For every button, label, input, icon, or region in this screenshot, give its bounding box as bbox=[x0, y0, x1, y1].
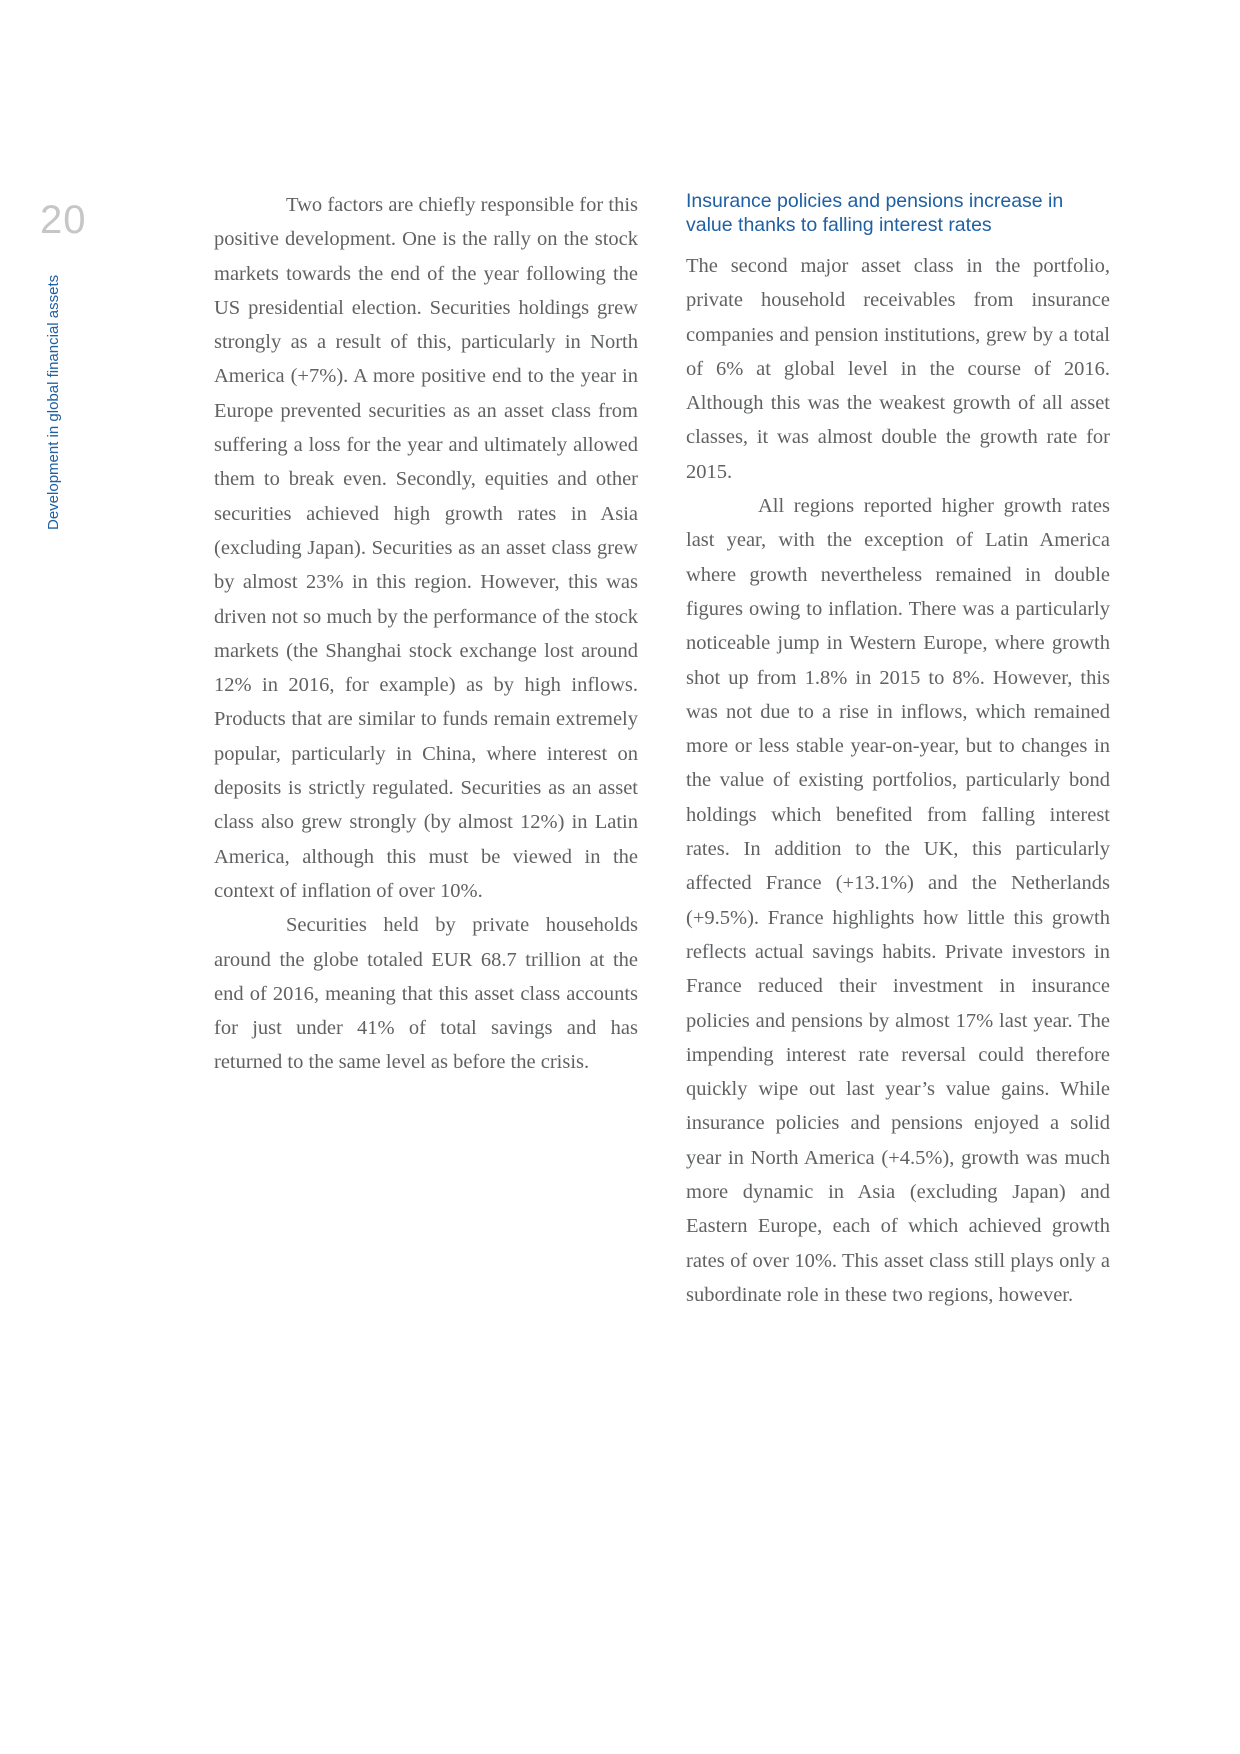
body-paragraph: The second major asset class in the portfolio, private household receivables from insurance companies and pension institutions, grew by a total of 6% at global level in the course of 2016. Although this was the weakest growth of all asset classes, it was almost double the growth rate for 2015. bbox=[686, 255, 1110, 483]
body-paragraph: Securities held by private households around the globe totaled EUR 68.7 trillion at the end of 2016, meaning that this asset class accounts for just under 41% of total savings and has returned to the same level as before the crisis. bbox=[214, 914, 638, 1074]
right-column bbox=[686, 188, 1110, 1312]
body-paragraph: All regions reported higher growth rates last year, with the exception of Latin America where growth nevertheless remained in double figures owing to inflation. There was a particularly noticeable jump in Western Europe, where growth shot up from 1.8% in 2015 to 8%. However, this was not due to a rise in inflows, which remained more or less stable year-on-year, but to changes in the value of existing portfolios, particularly bond holdings which benefited from falling interest rates. In addition to the UK, this particularly affected France (+13.1%) and the Netherlands (+9.5%). France highlights how little this growth reflects actual savings habits. Private investors in France reduced their investment in insurance policies and pensions by almost 17% last year. The impending interest rate reversal could therefore quickly wipe out last year’s value gains. While insurance policies and pensions enjoyed a solid year in North America (+4.5%), growth was much more dynamic in Asia (excluding Japan) and Eastern Europe, each of which achieved growth rates of over 10%. This asset class still plays only a subordinate role in these two regions, however. bbox=[686, 495, 1110, 1306]
page-number: 20 bbox=[40, 198, 87, 242]
running-head: Development in global financial assets bbox=[45, 274, 62, 530]
section-heading: Insurance policies and pensions increase in value thanks to falling interest rates bbox=[686, 190, 1064, 236]
body-paragraph: Two factors are chiefly responsible for this positive development. One is the rally on the stock markets towards the end of the year following the US presidential election. Securities holdings grew strongly as a result of this, particularly in North America (+7%). A more positive end to the year in Europe prevented securities as an asset class from suffering a loss for the year and ultimately allowed them to break even. Secondly, equities and other securities achieved high growth rates in Asia (excluding Japan). Securities as an asset class grew by almost 23% in this region. However, this was driven not so much by the performance of the stock markets (the Shanghai stock exchange lost around 12% in 2016, for example) as by high inflows. Products that are similar to funds remain extremely popular, particularly in China, where interest on deposits is strictly regulated. Securities as an asset class also grew strongly (by almost 12%) in Latin America, although this must be viewed in the context of inflation of over 10%. bbox=[214, 194, 638, 902]
left-column bbox=[214, 188, 638, 1080]
